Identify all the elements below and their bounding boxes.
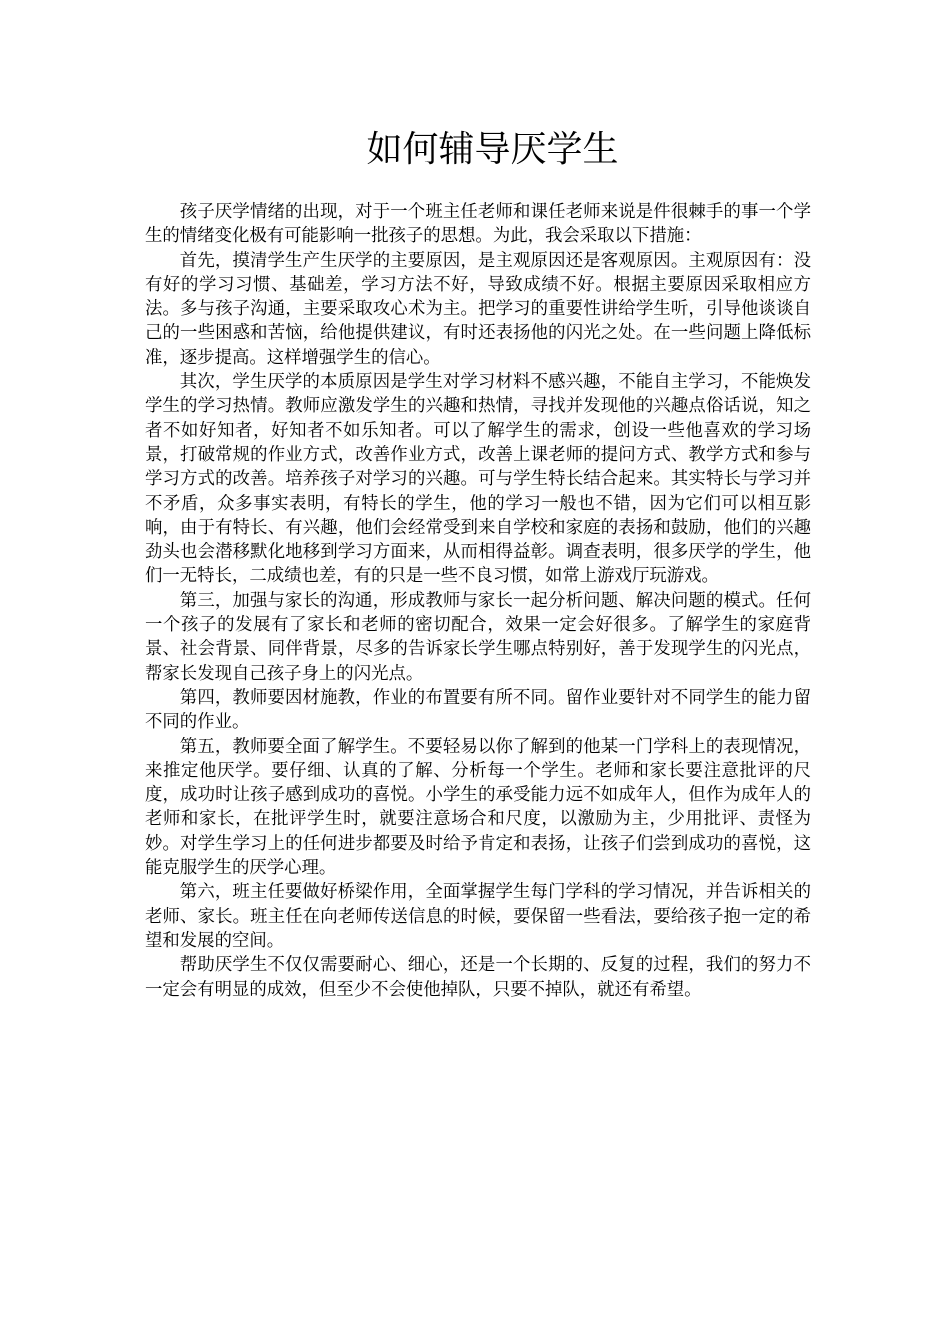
document-title: 如何辅导厌学生 xyxy=(366,129,619,170)
paragraph: 帮助厌学生不仅仅需要耐心、细心，还是一个长期的、反复的过程，我们的努力不一定会有明显的成效，但至少不会使他掉队，只要不掉队，就还有希望。 xyxy=(145,955,811,1000)
paragraph: 第五，教师要全面了解学生。不要轻易以你了解到的他某一门学科上的表现情况，来推定他厌学。要仔细、认真的了解、分析每一个学生。老师和家长要注意批评的尺度，成功时让孩子感到成功的喜悦。小学生的承受能力远不如成年人，但作为成年人的老师和家长，在批评学生时，就要注意场合和尺度，以激励为主，少用批评、责怪为妙。对学生学习上的任何进步都要及时给予肯定和表扬，让孩子们尝到成功的喜悦，这能克服学生的厌学心理。 xyxy=(145,736,811,879)
paragraph: 第三，加强与家长的沟通，形成教师与家长一起分析问题、解决问题的模式。任何一个孩子的发展有了家长和老师的密切配合，效果一定会好很多。了解学生的家庭背景、社会背景、同伴背景，尽多的告诉家长学生哪点特别好，善于发现学生的闪光点，帮家长发现自己孩子身上的闪光点。 xyxy=(145,590,811,684)
paragraph: 其次，学生厌学的本质原因是学生对学习材料不感兴趣，不能自主学习，不能焕发学生的学习热情。教师应激发学生的兴趣和热情，寻找并发现他的兴趣点俗话说，知之者不如好知者，好知者不如乐知者。可以了解学生的需求，创设一些他喜欢的学习场景，打破常规的作业方式，改善作业方式，改善上课老师的提问方式、教学方式和参与学习方式的改善。培养孩子对学习的兴趣。可与学生特长结合起来。其实特长与学习并不矛盾，众多事实表明，有特长的学生，他的学习一般也不错，因为它们可以相互影响，由于有特长、有兴趣，他们会经常受到来自学校和家庭的表扬和鼓励，他们的兴趣劲头也会潜移默化地移到学习方面来，从而相得益彰。调查表明，很多厌学的学生，他们一无特长，二成绩也差，有的只是一些不良习惯，如常上游戏厅玩游戏。 xyxy=(145,372,811,587)
paragraph: 第六，班主任要做好桥梁作用，全面掌握学生每门学科的学习情况，并告诉相关的老师、家长。班主任在向老师传送信息的时候，要保留一些看法，要给孩子抱一定的希望和发展的空间。 xyxy=(145,882,811,951)
document-body xyxy=(145,200,811,1002)
paragraph: 孩子厌学情绪的出现，对于一个班主任老师和课任老师来说是件很棘手的事一个学生的情绪变化极有可能影响一批孩子的思想。为此，我会采取以下措施： xyxy=(145,202,811,247)
paragraph: 第四，教师要因材施教，作业的布置要有所不同。留作业要针对不同学生的能力留不同的作业。 xyxy=(145,687,811,733)
paragraph: 首先，摸清学生产生厌学的主要原因，是主观原因还是客观原因。主观原因有：没有好的学习习惯、基础差，学习方法不好，导致成绩不好。根据主要原因采取相应方法。多与孩子沟通，主要采取攻心术为主。把学习的重要性讲给学生听，引导他谈谈自己的一些困惑和苦恼，给他提供建议，有时还表扬他的闪光之处。在一些问题上降低标准，逐步提高。这样增强学生的信心。 xyxy=(145,250,811,368)
